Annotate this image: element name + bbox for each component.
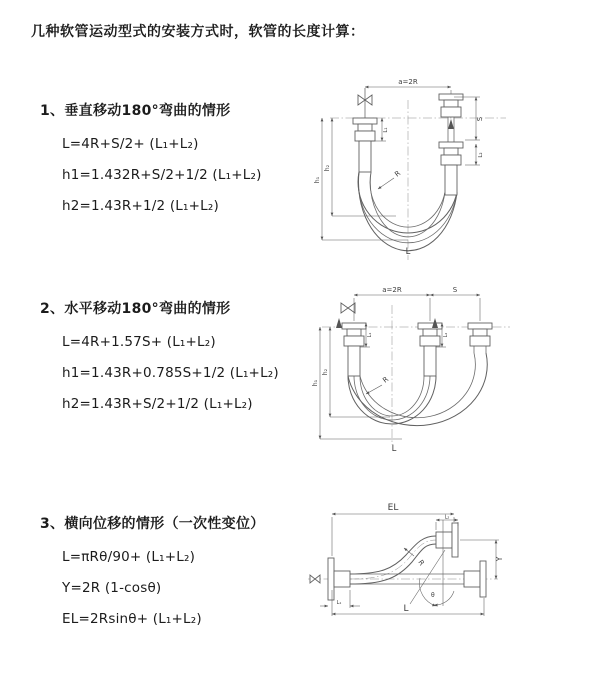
diagram-vertical-move-180 (308, 74, 593, 266)
left-fitting (353, 88, 377, 172)
section-2 (40, 298, 279, 420)
dimensions (312, 286, 480, 454)
section-3 (40, 513, 265, 635)
dim-offset-label: Y (495, 556, 504, 562)
dim-width-label: a=2R (382, 286, 402, 294)
lower-right-fitting (464, 561, 486, 597)
dim-el-label: EL (387, 503, 399, 513)
upper-right-fitting (436, 523, 458, 557)
dim-fit-right-label: L₂ (444, 514, 450, 521)
dim-fit-left-label: L₁ (367, 332, 373, 338)
length-label: L (403, 604, 409, 614)
dim-fit-right-label: L₂ (478, 152, 484, 158)
formula-L: L=4R+1.57S+ (L₁+L₂) (62, 334, 216, 350)
formula-h2: h2=1.43R+1/2 (L₁+L₂) (62, 198, 219, 214)
dim-h1-label: h₁ (314, 176, 321, 184)
dim-h2-label: h₂ (322, 368, 329, 376)
formula-h1: h1=1.43R+0.785S+1/2 (L₁+L₂) (62, 365, 279, 381)
braid-section (348, 346, 360, 376)
dim-h1-label: h₁ (312, 379, 319, 387)
radius-label: R (416, 558, 426, 568)
dim-travel-label: S (476, 116, 484, 122)
dim-fit-left-label: L₁ (336, 600, 342, 606)
dim-fit-mid-label: L₂ (443, 332, 449, 338)
braid-section (445, 165, 457, 195)
dimensions (314, 78, 484, 257)
formula-Y: Y=2R (1-cosθ) (62, 580, 162, 596)
up-arrow (336, 318, 342, 328)
hose-body (348, 353, 487, 426)
length-label: L (405, 247, 411, 257)
length-label: L (391, 444, 397, 454)
break-symbol-icon (310, 575, 320, 583)
dim-width-label: a=2R (398, 78, 418, 86)
theta-label: θ (431, 592, 435, 599)
hose-body (358, 172, 457, 251)
section-1-heading: 1、垂直移动180°弯曲的情形 (40, 103, 231, 119)
left-fitting (328, 558, 350, 600)
move-direction-arrow (448, 119, 454, 129)
formula-h2: h2=1.43R+S/2+1/2 (L₁+L₂) (62, 396, 253, 412)
dimensions (320, 503, 504, 616)
right-fitting (468, 323, 492, 353)
formula-h1: h1=1.432R+S/2+1/2 (L₁+L₂) (62, 167, 262, 183)
section-1 (40, 100, 262, 222)
page-title: 几种软管运动型式的安装方式时，软管的长度计算： (31, 24, 365, 40)
dim-fit-left-label: L₁ (383, 127, 389, 133)
radius-label: R (393, 169, 403, 179)
right-fitting (439, 94, 463, 195)
radius-label: R (381, 375, 391, 385)
braid-section (424, 346, 436, 376)
section-2-heading: 2、水平移动180°弯曲的情形 (40, 301, 231, 317)
diagram-horizontal-move-180 (304, 281, 596, 466)
section-3-heading: 3、横向位移的情形（一次性变位） (40, 516, 265, 532)
formula-L: L=πRθ/90+ (L₁+L₂) (62, 549, 196, 565)
dim-h2-label: h₂ (324, 164, 331, 172)
braid-section (359, 141, 371, 172)
formula-EL: EL=2Rsinθ+ (L₁+L₂) (62, 611, 202, 627)
valve-icon (341, 303, 355, 313)
dim-travel-label: S (452, 286, 458, 294)
formula-L: L=4R+S/2+ (L₁+L₂) (62, 136, 199, 152)
diagram-lateral-displacement (294, 498, 598, 650)
